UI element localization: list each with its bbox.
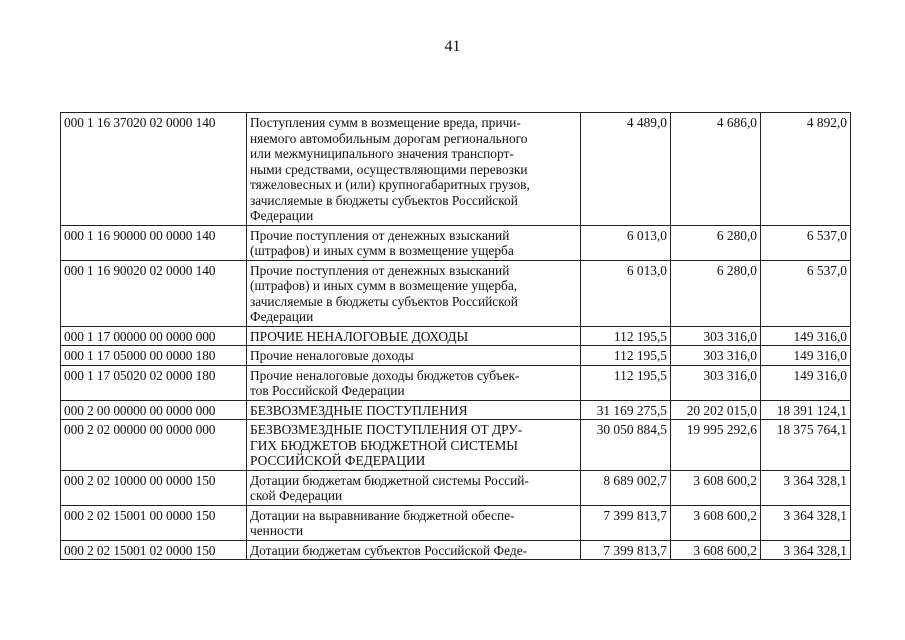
amount-year3-cell: 4 892,0 xyxy=(761,113,851,226)
amount-year1-cell: 4 489,0 xyxy=(581,113,671,226)
revenue-name-cell: БЕЗВОЗМЕЗДНЫЕ ПОСТУПЛЕНИЯ ОТ ДРУ- ГИХ БЮДЖЕТОВ БЮДЖЕТНОЙ СИСТЕМЫ РОССИЙСКОЙ ФЕДЕРАЦИИ xyxy=(247,420,581,471)
revenue-name-cell: Дотации бюджетам субъектов Российской Феде- xyxy=(247,540,581,560)
budget-code-cell: 000 1 17 00000 00 0000 000 xyxy=(61,326,247,346)
amount-year1-cell: 6 013,0 xyxy=(581,225,671,260)
table-row xyxy=(61,113,851,226)
amount-year3-cell: 18 375 764,1 xyxy=(761,420,851,471)
table-row xyxy=(61,365,851,400)
amount-year2-cell: 3 608 600,2 xyxy=(671,470,761,505)
amount-year3-cell: 3 364 328,1 xyxy=(761,470,851,505)
table-row xyxy=(61,505,851,540)
amount-year2-cell: 20 202 015,0 xyxy=(671,400,761,420)
amount-year1-cell: 7 399 813,7 xyxy=(581,540,671,560)
amount-year3-cell: 6 537,0 xyxy=(761,225,851,260)
page-number: 41 xyxy=(444,38,461,55)
amount-year3-cell: 149 316,0 xyxy=(761,346,851,366)
amount-year3-cell: 3 364 328,1 xyxy=(761,505,851,540)
amount-year1-cell: 7 399 813,7 xyxy=(581,505,671,540)
table-row xyxy=(61,420,851,471)
table-row xyxy=(61,400,851,420)
revenue-table xyxy=(60,112,851,560)
amount-year1-cell: 112 195,5 xyxy=(581,346,671,366)
amount-year2-cell: 3 608 600,2 xyxy=(671,540,761,560)
revenue-name-cell: Прочие поступления от денежных взысканий (штрафов) и иных сумм в возмещение ущерба, зачисляемые в бюджеты субъектов Российской Федерации xyxy=(247,260,581,326)
revenue-name-cell: Прочие поступления от денежных взысканий (штрафов) и иных сумм в возмещение ущерба xyxy=(247,225,581,260)
budget-code-cell: 000 1 16 90020 02 0000 140 xyxy=(61,260,247,326)
amount-year3-cell: 149 316,0 xyxy=(761,365,851,400)
budget-code-cell: 000 2 02 00000 00 0000 000 xyxy=(61,420,247,471)
amount-year1-cell: 6 013,0 xyxy=(581,260,671,326)
revenue-name-cell: БЕЗВОЗМЕЗДНЫЕ ПОСТУПЛЕНИЯ xyxy=(247,400,581,420)
amount-year3-cell: 6 537,0 xyxy=(761,260,851,326)
amount-year1-cell: 30 050 884,5 xyxy=(581,420,671,471)
amount-year3-cell: 149 316,0 xyxy=(761,326,851,346)
amount-year1-cell: 112 195,5 xyxy=(581,365,671,400)
budget-code-cell: 000 2 02 15001 02 0000 150 xyxy=(61,540,247,560)
amount-year3-cell: 3 364 328,1 xyxy=(761,540,851,560)
revenue-name-cell: Поступления сумм в возмещение вреда, причи- няемого автомобильным дорогам регионального или межмуниципального значения транспорт- ными средствами, осуществляющими перевозки тяжеловесных и (или) крупногабаритных грузов, зачисляемые в бюджеты субъектов Российской Федерации xyxy=(247,113,581,226)
amount-year2-cell: 303 316,0 xyxy=(671,346,761,366)
amount-year2-cell: 303 316,0 xyxy=(671,326,761,346)
table-row xyxy=(61,346,851,366)
revenue-name-cell: Дотации на выравнивание бюджетной обеспе- ченности xyxy=(247,505,581,540)
budget-code-cell: 000 1 17 05000 00 0000 180 xyxy=(61,346,247,366)
amount-year2-cell: 19 995 292,6 xyxy=(671,420,761,471)
budget-code-cell: 000 2 02 15001 00 0000 150 xyxy=(61,505,247,540)
amount-year2-cell: 6 280,0 xyxy=(671,225,761,260)
budget-code-cell: 000 2 02 10000 00 0000 150 xyxy=(61,470,247,505)
revenue-name-cell: Прочие неналоговые доходы xyxy=(247,346,581,366)
table-row xyxy=(61,225,851,260)
amount-year1-cell: 8 689 002,7 xyxy=(581,470,671,505)
revenue-name-cell: ПРОЧИЕ НЕНАЛОГОВЫЕ ДОХОДЫ xyxy=(247,326,581,346)
amount-year2-cell: 6 280,0 xyxy=(671,260,761,326)
revenue-name-cell: Дотации бюджетам бюджетной системы Россий- ской Федерации xyxy=(247,470,581,505)
table-row xyxy=(61,540,851,560)
amount-year2-cell: 303 316,0 xyxy=(671,365,761,400)
table-row xyxy=(61,326,851,346)
table-row xyxy=(61,470,851,505)
amount-year1-cell: 112 195,5 xyxy=(581,326,671,346)
table-row xyxy=(61,260,851,326)
amount-year2-cell: 3 608 600,2 xyxy=(671,505,761,540)
amount-year1-cell: 31 169 275,5 xyxy=(581,400,671,420)
budget-code-cell: 000 2 00 00000 00 0000 000 xyxy=(61,400,247,420)
amount-year2-cell: 4 686,0 xyxy=(671,113,761,226)
budget-code-cell: 000 1 17 05020 02 0000 180 xyxy=(61,365,247,400)
revenue-name-cell: Прочие неналоговые доходы бюджетов субъек- тов Российской Федерации xyxy=(247,365,581,400)
amount-year3-cell: 18 391 124,1 xyxy=(761,400,851,420)
budget-code-cell: 000 1 16 90000 00 0000 140 xyxy=(61,225,247,260)
budget-code-cell: 000 1 16 37020 02 0000 140 xyxy=(61,113,247,226)
